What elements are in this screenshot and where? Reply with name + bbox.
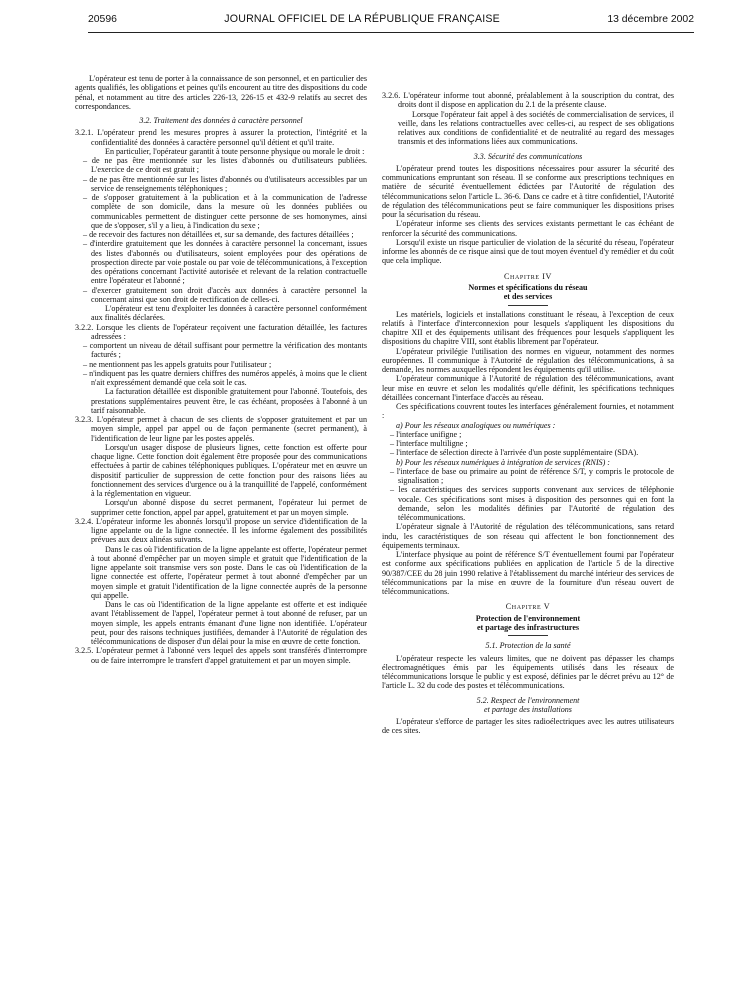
- journal-title: JOURNAL OFFICIEL DE LA RÉPUBLIQUE FRANÇAISE: [224, 13, 500, 25]
- paragraph: L'opérateur signale à l'Autorité de régulation des télécommunications, sans retard indu, les caractéristiques de son réseau qui affectent le bon fonctionnement des équipements terminaux.: [382, 522, 674, 550]
- article-paragraph: 3.2.4. L'opérateur informe les abonnés lorsqu'il propose un service d'identification de la ligne appelante ou de la ligne connectée. Il les informe également des possibilités prévues aux deux alinéas suivants.: [75, 516, 367, 545]
- list-item: – l'interface de sélection directe à l'arrivée d'un poste supplémentaire (SDA).: [390, 448, 639, 458]
- chapter-title-line: Normes et spécifications du réseau: [468, 282, 588, 292]
- article-paragraph: 3.2.3. L'opérateur permet à chacun de ses clients de s'opposer gratuitement et par un moyen simple, appel par appel ou de façon permanente (secret permanent), à l'identification de leur ligne par les postes appelés.: [75, 415, 367, 443]
- list-heading: a) Pour les réseaux analogiques ou numériques :: [396, 420, 556, 430]
- chapter-title-line: et des services: [503, 292, 553, 302]
- chapter-label: Chapitre IV: [504, 271, 552, 281]
- chapter-title: [382, 614, 674, 633]
- paragraph: L'opérateur privilégie l'utilisation des normes en vigueur, notamment des normes européennes. Il communique à l'Autorité de régulation des télécommunications, à sa demande, les normes auxquelles répondent les équipements qu'il utilise.: [382, 346, 674, 375]
- list-item: – de s'opposer gratuitement à la publication et à la communication de l'adresse complète de son domicile, dans la mesure où les données publiées ou communicables permettent de distinguer cette personne de ses homonymes, ainsi que de s'opposer, s'il y a lieu, à l'indication du sexe ;: [83, 193, 367, 230]
- page-header: [88, 10, 694, 33]
- paragraph: Dans le cas où l'identification de la ligne appelante est offerte, l'opérateur permet à tout abonné d'empêcher par un moyen simple et gratuit que l'identification de la ligne appelante soit transmise vers son poste. Dans le cas où l'identification de la ligne connectée est offerte, l'opérateur permet à tout abonné d'empêcher par un moyen simple et gratuit l'identification de la ligne connectée auprès de la personne qui appelle.: [91, 544, 367, 600]
- list-item: – ne mentionnent pas les appels gratuits pour l'utilisateur ;: [83, 359, 272, 369]
- chapter-title-line: et partage des infrastructures: [476, 622, 580, 632]
- paragraph: Ces spécifications couvrent toutes les interfaces généralement fournies, et notamment :: [382, 402, 674, 421]
- paragraph: Lorsqu'il existe un risque particulier de violation de la sécurité du réseau, l'opérateur informe les abonnés de ce risque ainsi que de tout moyen éventuel d'y remédier et du coût que cela implique.: [382, 237, 674, 266]
- section-title-line: 5.2. Respect de l'environnement: [476, 695, 580, 705]
- paragraph: L'opérateur est tenu de porter à la connaissance de son personnel, et en particulier des agents qualifiés, les obligations et peines qu'ils encourent au titre des dispositions du code pénal, et notamment au titre des articles 226-13, 226-15 et 432-9 relatifs au secret des correspondances.: [75, 74, 367, 111]
- paragraph: En particulier, l'opérateur garantit à toute personne physique ou morale le droit :: [105, 146, 365, 156]
- paragraph: L'interface physique au point de référence S/T éventuellement fourni par l'opérateur est conforme aux spécifications publiées en application de l'article 5 de la directive 90/387/CEE du 28 juin 1990 relative à l'établissement du marché intérieur des services de télécommunications par la mise en œuvre de la fourniture d'un réseau ouvert de télécommunications.: [382, 550, 674, 597]
- page-number: 20596: [88, 13, 117, 25]
- article-paragraph: 3.2.6. L'opérateur informe tout abonné, préalablement à la souscription du contrat, des droits dont il dispose en application du 2.1 de la présente clause.: [382, 91, 674, 110]
- paragraph: Lorsqu'un usager dispose de plusieurs lignes, cette fonction est offerte pour chaque ligne. Cette fonction doit également être proposée pour des communications effectuées à partir de cabines téléphoniques publiques. L'opérateur met en œuvre un dispositif particulier de suppression de cette fonction pour des raisons liées au fonctionnement des services d'urgence ou à la tranquillité de l'appelé, conformément à la réglementation en vigueur.: [91, 442, 367, 498]
- paragraph: L'opérateur informe ses clients des services existants permettant le cas échéant de renforcer la sécurité des communications.: [382, 219, 674, 238]
- article-paragraph: 3.2.2. Lorsque les clients de l'opérateur reçoivent une facturation détaillée, les factures adressées :: [75, 322, 367, 341]
- list-item: – les caractéristiques des services supports convenant aux services de téléphonie vocale. Ces spécifications sont mises à disposition des personnes qui en font la demande, selon les modalités définies par l'Autorité de régulation des télécommunications.: [390, 485, 674, 523]
- section-title: 3.2. Traitement des données à caractère personnel: [139, 116, 303, 125]
- list-item: – de ne pas être mentionnée sur les listes d'abonnés ou d'utilisateurs publiées. L'exercice de ce droit est gratuit ;: [83, 156, 367, 175]
- list-item: – d'exercer gratuitement son droit d'accès aux données à caractère personnel la concernant ainsi que son droit de rectification de celles-ci.: [83, 285, 367, 304]
- article-paragraph: 3.2.5. L'opérateur permet à l'abonné vers lequel des appels sont transférés d'interrompre ou de faire interrompre le transfert d'appel gratuitement et par un moyen simple.: [75, 646, 367, 665]
- paragraph: L'opérateur communique à l'Autorité de régulation des télécommunications, avant leur mise en œuvre et selon les modalités qu'elle définit, les spécifications techniques détaillées concernant l'interface d'accès au réseau.: [382, 374, 674, 402]
- list-item: – de recevoir des factures non détaillées et, sur sa demande, des factures détaillées ;: [83, 230, 354, 239]
- paragraph: L'opérateur respecte les valeurs limites, que ne doivent pas dépasser les champs électromagnétiques émis par les équipements utilisés dans les réseaux de télécommunications lorsque le public y est exposé, définies par le décret prévu au 12° de l'article L. 32 du code des postes et télécommunications.: [382, 653, 674, 691]
- chapter-title: [382, 283, 674, 302]
- paragraph: Lorsqu'un abonné dispose du secret permanent, l'opérateur lui permet de supprimer cette fonction, appel par appel, gratuitement et par un moyen simple.: [91, 498, 367, 517]
- publication-date: 13 décembre 2002: [607, 13, 694, 25]
- section-title-line: et partage des installations: [484, 704, 572, 714]
- list-item: – l'interface de base ou primaire au point de référence S/T, y compris le protocole de signalisation ;: [390, 466, 674, 486]
- list-heading: b) Pour les réseaux numériques à intégration de services (RNIS) :: [396, 457, 610, 467]
- list-item: – l'interface multiligne ;: [390, 439, 468, 449]
- section-title: 5.1. Protection de la santé: [485, 641, 571, 651]
- section-title: 3.3. Sécurité des communications: [473, 151, 583, 161]
- divider: [508, 635, 548, 636]
- chapter-title-line: Protection de l'environnement: [475, 613, 581, 623]
- list-item: – de ne pas être mentionnée sur les listes d'abonnés ou d'utilisateurs accessibles par un service de renseignements téléphoniques ;: [83, 174, 367, 193]
- list-item: – l'interface unifigne ;: [390, 429, 462, 439]
- list-item: – n'indiquent pas les quatre derniers chiffres des numéros appelés, à moins que le client n'ait expressément demandé que cela soit le cas.: [83, 368, 367, 387]
- paragraph: L'opérateur s'efforce de partager les sites radioélectriques avec les autres utilisateurs de ces sites.: [382, 717, 674, 736]
- chapter-label: Chapitre V: [505, 602, 551, 612]
- list-item: – d'interdire gratuitement que les données à caractère personnel la concernant, issues des listes d'abonnés ou d'utilisateurs, soient employées pour des opérations de prospection directe par voie postale ou par voie de télécommunications, à l'exception des opérations concernant l'activité autorisée et relevant de la relation contractuelle entre l'opérateur et l'abonné ;: [83, 239, 367, 286]
- paragraph: La facturation détaillée est disponible gratuitement pour l'abonné. Toutefois, des prestations supplémentaires peuvent être, le cas échéant, proposées à l'abonné à un tarif raisonnable.: [91, 387, 367, 415]
- right-column: [382, 91, 674, 736]
- left-column: [75, 74, 367, 665]
- paragraph: Lorsque l'opérateur fait appel à des sociétés de commercialisation de services, il veille, dans les relations contractuelles avec celles-ci, au respect de ses obligations relatives aux conditions de confidentialité et de neutralité au regard des messages transmis et des informations liées aux communications.: [398, 109, 674, 147]
- paragraph: Les matériels, logiciels et installations constituant le réseau, à l'exception de ceux relatifs à l'interface d'interconnexion pour lesquels s'appliquent les dispositions du chapitre XII et des équipements utilisant des fréquences pour lesquels s'appliquent les dispositions du chapitre VIII, sont établis librement par l'opérateur.: [382, 309, 674, 347]
- paragraph: Dans le cas où l'identification de la ligne appelante est offerte et est indiquée avant l'établissement de l'appel, l'opérateur permet à tout abonné de refuser, par un moyen simple, les appels entrants émanant d'une ligne non identifiée. L'opérateur peut, pour des raisons techniques justifiées, demander à l'Autorité de régulation des télécommunications de disposer d'un délai pour la mise en œuvre de cette fonction.: [91, 600, 367, 646]
- section-title: [382, 696, 674, 715]
- paragraph: L'opérateur prend toutes les dispositions nécessaires pour assurer la sécurité des communications empruntant son réseau. Il se conforme aux prescriptions techniques en matière de sécurité éventuellement édictées par l'Autorité de régulation des télécommunications selon l'article L. 36-6. Dans ce cadre et à titre confidentiel, l'Autorité de régulation des télécommunications peut se faire communiquer les dispositions prises pour la sécurisation du réseau.: [382, 163, 674, 219]
- list-item: – comportent un niveau de détail suffisant pour permettre la vérification des montants facturés ;: [83, 341, 367, 360]
- paragraph: L'opérateur est tenu d'exploiter les données à caractère personnel conformément aux finalités déclarées.: [91, 304, 367, 323]
- article-paragraph: 3.2.1. L'opérateur prend les mesures propres à assurer la protection, l'intégrité et la confidentialité des données à caractère personnel qu'il détient et qu'il traite.: [75, 128, 367, 147]
- divider: [508, 305, 548, 306]
